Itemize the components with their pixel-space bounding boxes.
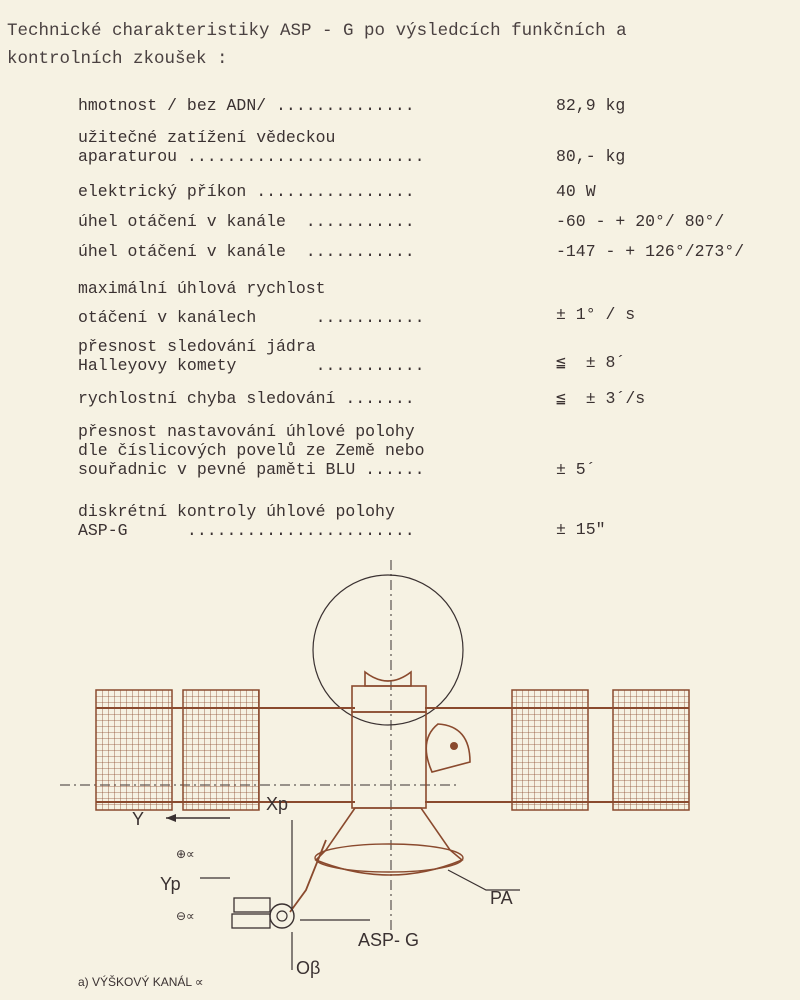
dish-antenna — [426, 724, 470, 772]
label-xp: Xp — [266, 794, 289, 814]
label-yp: Yp — [160, 874, 181, 894]
spec-value: -147 - + 126°/273°/ — [556, 242, 745, 261]
spec-value: 40 W — [556, 182, 596, 201]
diagram-caption: a) VÝŠKOVÝ KANÁL ∝ — [78, 975, 204, 989]
body-upper — [352, 686, 426, 712]
spec-label: přesnost sledování jádra Halleyovy komety ........... — [78, 337, 425, 375]
heading-line-1: Technické charakteristiky ASP - G po výsledcích funkčních a — [7, 21, 627, 41]
spec-label: užitečné zatížení vědeckou aparaturou ........................ — [78, 128, 425, 166]
spec-value: -60 - + 20°/ 80°/ — [556, 212, 725, 231]
spec-label: diskrétní kontroly úhlové polohy ASP-G ....................... — [78, 502, 415, 540]
spec-label: úhel otáčení v kanále ........... — [78, 212, 415, 231]
spec-label: přesnost nastavování úhlové polohy dle číslicových povelů ze Země nebo souřadnic v pevné paměti BLU ...... — [78, 422, 425, 479]
label-plus-alpha: ⊕∝ — [176, 847, 195, 861]
asp-g-pivot — [270, 904, 294, 928]
sphere-antenna — [313, 575, 463, 725]
asp-g-arm — [290, 840, 326, 912]
label-o-beta: Oβ — [296, 958, 321, 978]
label-pa: PA — [490, 888, 513, 908]
spec-value: ≦ ± 8´ — [556, 353, 626, 372]
label-minus-alpha: ⊖∝ — [176, 909, 195, 923]
spec-value: 82,9 kg — [556, 96, 626, 115]
document-heading — [7, 17, 787, 73]
heading-line-2: kontrolních zkoušek : — [7, 49, 228, 69]
label-asp-g: ASP- G — [358, 930, 420, 950]
spacecraft-diagram — [0, 540, 800, 980]
spec-label: hmotnost / bez ADN/ .............. — [78, 96, 415, 115]
asp-g-instrument-top — [234, 898, 270, 912]
label-y: Y — [132, 809, 145, 829]
spec-value: ± 1° / s — [556, 305, 636, 324]
asp-g-instrument-bottom — [232, 914, 270, 928]
spec-label: elektrický příkon ................ — [78, 182, 415, 201]
spec-value: ≦ ± 3´/s — [556, 389, 646, 408]
spec-label: rychlostní chyba sledování ....... — [78, 389, 415, 408]
spec-label: maximální úhlová rychlost otáčení v kanálech ........... — [78, 279, 425, 327]
spec-value: ± 5´ — [556, 460, 596, 479]
spec-value: ± 15" — [556, 520, 606, 539]
spec-value: 80,- kg — [556, 147, 626, 166]
lower-platform — [316, 808, 462, 875]
body-main — [352, 712, 426, 808]
spec-label: úhel otáčení v kanále ........... — [78, 242, 415, 261]
